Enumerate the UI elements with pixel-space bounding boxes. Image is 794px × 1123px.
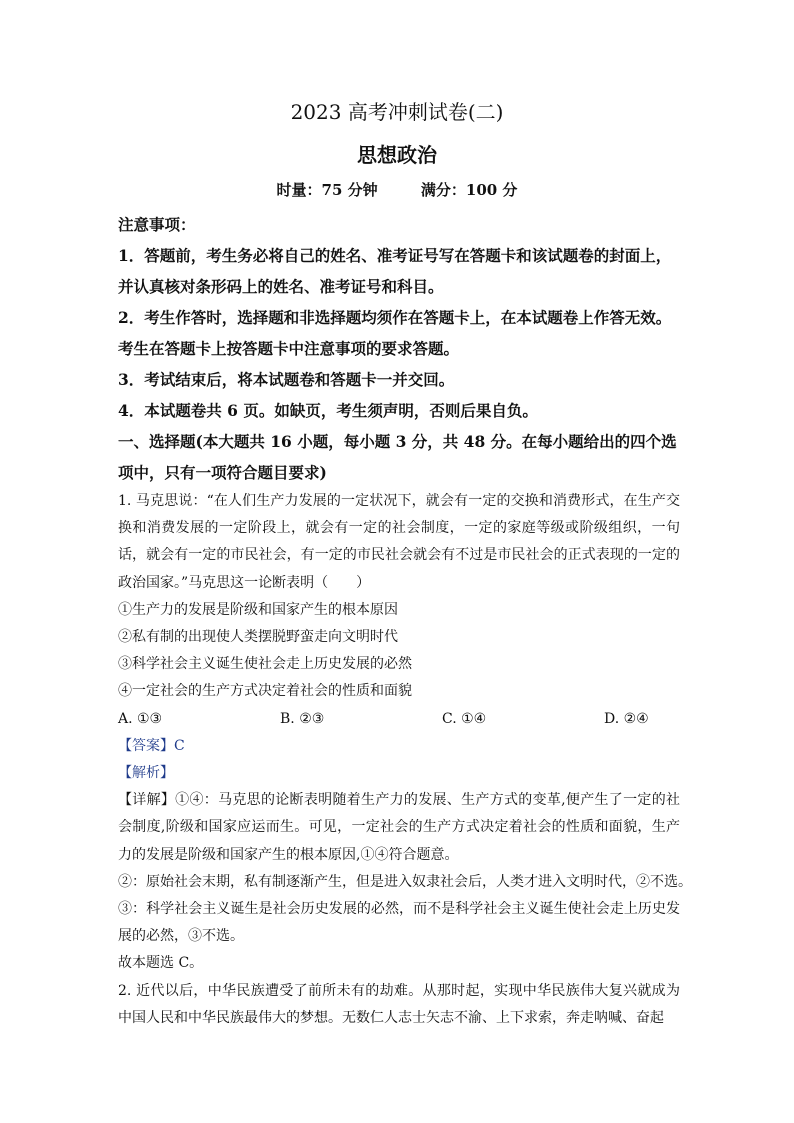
subject-title: 思想政治 [357,143,437,167]
analysis-conclusion: 故本题选 C。 [118,955,204,972]
time-limit: 时量：75 分钟 [276,181,378,199]
statement-2: ②私有制的出现使人类摆脱野蛮走向文明时代 [118,629,398,646]
statement-1: ①生产力的发展是阶级和国家产生的根本原因 [118,601,398,618]
notice-item: 2．考生作答时，选择题和非选择题均须作在答题卡上，在本试题卷上作答无效。考生在答题卡上按答题卡中注意事项的要求答题。 [118,308,672,358]
exam-meta [0,180,794,200]
notice-heading: 注意事项： [118,215,196,234]
analysis-heading: 【解析】 [118,765,174,782]
notice-item: 4．本试题卷共 6 页。如缺页，考生须声明，否则后果自负。 [118,401,538,420]
notice-item: 1．答题前，考生务必将自己的姓名、准考证号写在答题卡和该试题卷的封面上，并认真核对条形码上的姓名、准考证号和科目。 [118,246,672,296]
full-score: 满分：100 分 [420,181,518,199]
option-d: D. ②④ [604,710,649,727]
statement-3: ③科学社会主义诞生使社会走上历史发展的必然 [118,656,412,673]
analysis-paragraph: ③：科学社会主义诞生是社会历史发展的必然，而不是科学社会主义诞生使社会走上历史发展的必然，③不选。 [118,901,680,945]
exam-content [118,209,692,1032]
analysis-paragraph: ②：原始社会末期，私有制逐渐产生，但是进入奴隶社会后，人类才进入文明时代，②不选。 [118,873,692,890]
analysis-paragraph: 【详解】①④：马克思的论断表明随着生产力的发展、生产方式的变革,便产生了一定的社会制度,阶级和国家应运而生。可见，一定社会的生产方式决定着社会的性质和面貌，生产力的发展是阶级和国家产生的根本原因,①④符合题意。 [118,792,680,863]
question-stem: 1. 马克思说：“在人们生产力发展的一定状况下，就会有一定的交换和消费形式，在生产交换和消费发展的一定阶段上，就会有一定的社会制度，一定的家庭等级或阶级组织，一句话，就会有一定的市民社会，有一定的市民社会就会有不过是市民社会的正式表现的一定的政治国家。”马克思这一论断表明（ ） [118,493,680,591]
exam-title: 2023 高考冲刺试卷(二) [290,100,504,124]
section-heading: 一、选择题(本大题共 16 小题，每小题 3 分，共 48 分。在每小题给出的四个选项中，只有一项符合题目要求) [118,432,677,482]
answer-label: 【答案】C [118,737,185,754]
notice-item: 3．考试结束后，将本试题卷和答题卡一并交回。 [118,370,455,389]
answer-options [118,706,680,733]
statement-4: ④一定社会的生产方式决定着社会的性质和面貌 [118,683,412,700]
option-b: B. ②③ [280,710,325,727]
option-c: C. ①④ [442,710,487,727]
option-a: A. ①③ [118,710,163,727]
question-stem: 2. 近代以后，中华民族遭受了前所未有的劫难。从那时起，实现中华民族伟大复兴就成为中国人民和中华民族最伟大的梦想。无数仁人志士矢志不渝、上下求索，奔走呐喊、奋起 [118,982,680,1026]
